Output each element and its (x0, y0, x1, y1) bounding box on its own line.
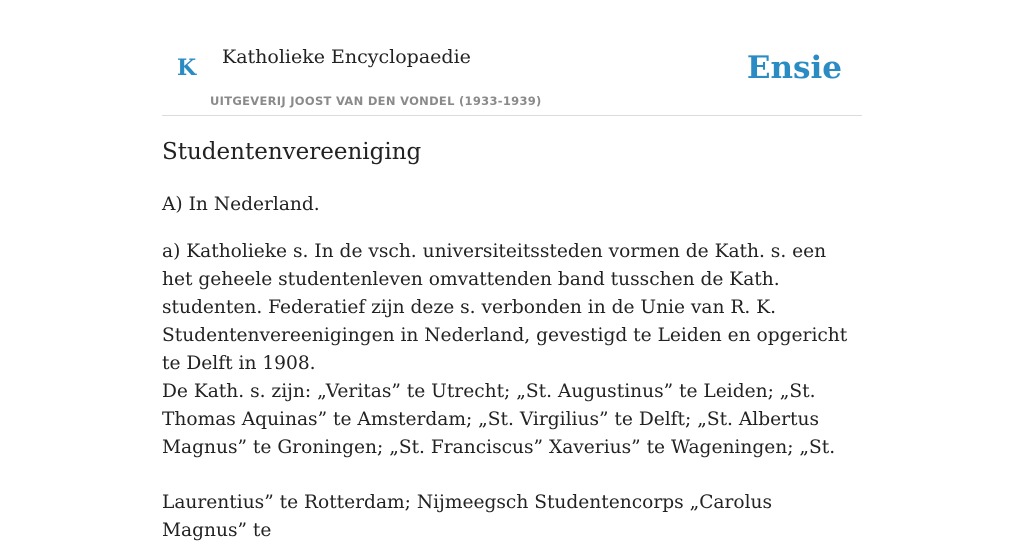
site-title-link[interactable]: Katholieke Encyclopaedie (222, 46, 471, 68)
site-header (162, 0, 862, 116)
article-paragraph: Laurentius” te Rotterdam; Nijmeegsch Studentencorps „Carolus Magnus” te (162, 492, 773, 541)
article-paragraph: A) In Nederland. (162, 194, 320, 215)
publisher-subtitle: UITGEVERIJ JOOST VAN DEN VONDEL (1933-1939) (210, 94, 542, 108)
article-paragraph: De Kath. s. zijn: „Veritas” te Utrecht; „St. Augustinus” te Leiden; „St. Thomas Aquinas” te Amsterdam; „St. Virgilius” te Delft; „St. Albertus Magnus” te Groningen; „St. Franciscus” Xaverius” te Wageningen; „St. (162, 381, 836, 458)
ensie-brand-logo[interactable]: Ensie (746, 50, 842, 86)
page-container (162, 0, 862, 541)
article-title: Studentenvereeniging (162, 139, 422, 165)
article-paragraph: a) Katholieke s. In de vsch. universiteitssteden vormen de Kath. s. een het geheele studentenleven omvattenden band tusschen de Kath. studenten. Federatief zijn deze s. verbonden in de Unie van R. K. Studentenvereenigingen in Nederland, gevestigd te Leiden en opgericht te Delft in 1908. (162, 241, 848, 374)
site-logo[interactable]: K (177, 55, 197, 81)
